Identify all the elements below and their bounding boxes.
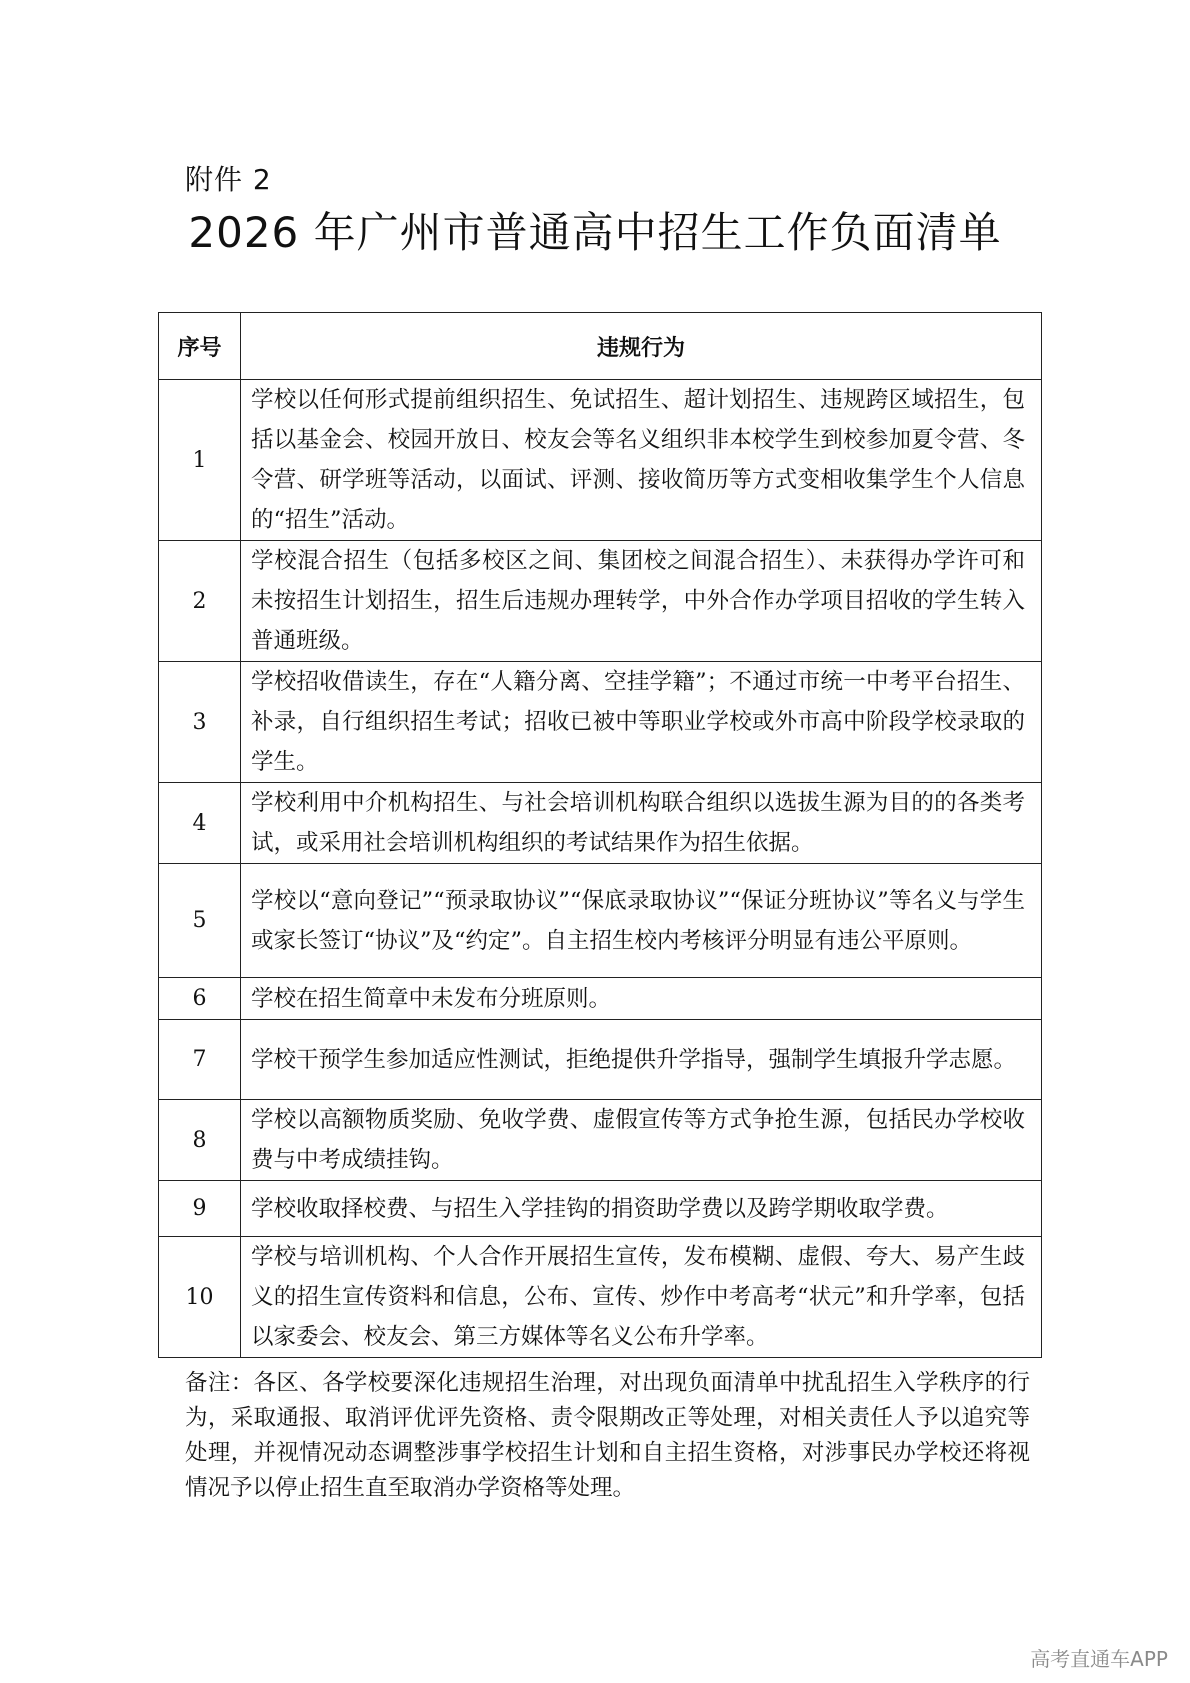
table-row — [159, 978, 1042, 1020]
row-number: 10 — [159, 1237, 241, 1358]
table-row — [159, 1181, 1042, 1237]
row-number: 3 — [159, 662, 241, 783]
attachment-label: 附件 2 — [185, 163, 272, 196]
row-number: 2 — [159, 541, 241, 662]
table-row — [159, 1100, 1042, 1181]
row-number: 9 — [159, 1181, 241, 1237]
table-header-row — [159, 313, 1042, 380]
row-violation-text: 学校招收借读生，存在“人籍分离、空挂学籍”；不通过市统一中考平台招生、补录，自行组织招生考试；招收已被中等职业学校或外市高中阶段学校录取的学生。 — [241, 662, 1042, 783]
row-violation-text: 学校混合招生（包括多校区之间、集团校之间混合招生）、未获得办学许可和未按招生计划招生，招生后违规办理转学，中外合作办学项目招收的学生转入普通班级。 — [241, 541, 1042, 662]
app-watermark: 高考直通车APP — [1030, 1647, 1168, 1671]
row-number: 6 — [159, 978, 241, 1020]
table-row — [159, 662, 1042, 783]
row-violation-text: 学校以高额物质奖励、免收学费、虚假宣传等方式争抢生源，包括民办学校收费与中考成绩挂钩。 — [241, 1100, 1042, 1181]
header-violation: 违规行为 — [241, 313, 1042, 380]
table-row — [159, 783, 1042, 864]
row-number: 7 — [159, 1020, 241, 1100]
row-violation-text: 学校在招生简章中未发布分班原则。 — [241, 978, 1042, 1020]
row-violation-text: 学校干预学生参加适应性测试，拒绝提供升学指导，强制学生填报升学志愿。 — [241, 1020, 1042, 1100]
row-violation-text: 学校以任何形式提前组织招生、免试招生、超计划招生、违规跨区域招生，包括以基金会、校园开放日、校友会等名义组织非本校学生到校参加夏令营、冬令营、研学班等活动，以面试、评测、接收简历等方式变相收集学生个人信息的“招生”活动。 — [241, 380, 1042, 541]
table-row — [159, 864, 1042, 978]
row-number: 1 — [159, 380, 241, 541]
table-row — [159, 380, 1042, 541]
negative-list-table — [158, 312, 1042, 1358]
row-violation-text: 学校以“意向登记”“预录取协议”“保底录取协议”“保证分班协议”等名义与学生或家长签订“协议”及“约定”。自主招生校内考核评分明显有违公平原则。 — [241, 864, 1042, 978]
row-number: 8 — [159, 1100, 241, 1181]
row-number: 5 — [159, 864, 241, 978]
table-row — [159, 1020, 1042, 1100]
table-row — [159, 541, 1042, 662]
remarks-paragraph: 备注：各区、各学校要深化违规招生治理，对出现负面清单中扰乱招生入学秩序的行为，采取通报、取消评优评先资格、责令限期改正等处理，对相关责任人予以追究等处理，并视情况动态调整涉事学校招生计划和自主招生资格，对涉事民办学校还将视情况予以停止招生直至取消办学资格等处理。 — [185, 1370, 1030, 1501]
row-violation-text: 学校利用中介机构招生、与社会培训机构联合组织以选拔生源为目的的各类考试，或采用社会培训机构组织的考试结果作为招生依据。 — [241, 783, 1042, 864]
document-title: 2026 年广州市普通高中招生工作负面清单 — [188, 208, 1002, 257]
table-row — [159, 1237, 1042, 1358]
row-violation-text: 学校收取择校费、与招生入学挂钩的捐资助学费以及跨学期收取学费。 — [241, 1181, 1042, 1237]
row-number: 4 — [159, 783, 241, 864]
row-violation-text: 学校与培训机构、个人合作开展招生宣传，发布模糊、虚假、夸大、易产生歧义的招生宣传资料和信息，公布、宣传、炒作中考高考“状元”和升学率，包括以家委会、校友会、第三方媒体等名义公布升学率。 — [241, 1237, 1042, 1358]
header-number: 序号 — [159, 313, 241, 380]
